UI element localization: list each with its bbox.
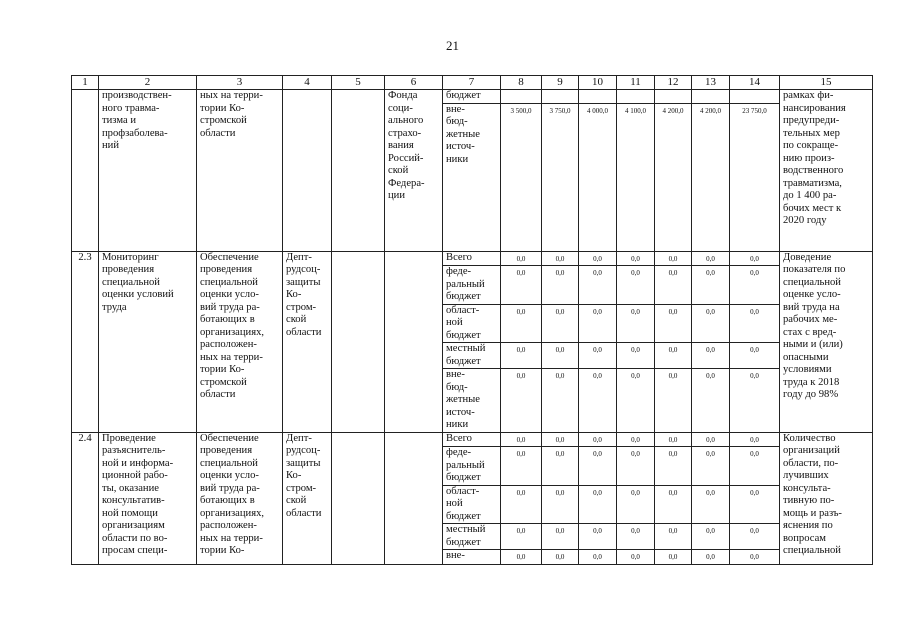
funding-value: 0,0 [542,266,579,305]
funding-value: 0,0 [655,304,692,343]
column-number: 12 [655,76,692,90]
funding-value [730,90,780,104]
funding-value: 0,0 [542,485,579,524]
funding-value: 0,0 [730,251,780,266]
funding-value: 0,0 [617,550,655,565]
column-number: 6 [385,76,443,90]
funding-value: 0,0 [579,447,617,486]
column-number: 5 [332,76,385,90]
funding-value: 0,0 [655,369,692,433]
funding-source: област- ной бюджет [443,304,501,343]
funding-value: 0,0 [692,524,730,550]
page-number: 21 [446,38,459,53]
funding-value: 0,0 [692,369,730,433]
funding-source: феде- ральный бюджет [443,447,501,486]
funding-value: 0,0 [579,524,617,550]
funding-value: 0,0 [542,369,579,433]
funding-value: 0,0 [655,343,692,369]
funding-value: 4 100,0 [617,103,655,251]
row-number: 2.4 [72,432,99,564]
expected-result: Количество организаций области, по- лучивших консульта- тивную по- мощь и разъ- яснения по вопросам специальной [780,432,873,564]
funding-body [385,432,443,564]
funding-source: местный бюджет [443,524,501,550]
funding-value: 0,0 [692,447,730,486]
period [332,251,385,432]
funding-value: 0,0 [655,485,692,524]
funding-value: 0,0 [542,447,579,486]
funding-value: 0,0 [655,266,692,305]
row-number: 2.3 [72,251,99,432]
funding-value: 0,0 [542,550,579,565]
funding-value: 0,0 [617,251,655,266]
measure-purpose: ных на терри- тории Ко- стромской области [197,90,283,252]
funding-value: 0,0 [579,304,617,343]
funding-value: 3 750,0 [542,103,579,251]
column-number: 8 [501,76,542,90]
funding-value: 0,0 [692,432,730,447]
row-number [72,90,99,252]
funding-value: 0,0 [617,343,655,369]
funding-source: феде- ральный бюджет [443,266,501,305]
funding-value [579,90,617,104]
funding-body [385,251,443,432]
funding-value [655,90,692,104]
funding-value: 0,0 [730,304,780,343]
funding-value: 0,0 [579,550,617,565]
period [332,432,385,564]
column-number: 2 [99,76,197,90]
executor: Депт- рудсоц- защиты Ко- стром- ской области [283,251,332,432]
funding-value: 0,0 [692,343,730,369]
funding-value [617,90,655,104]
measure-purpose: Обеспечение проведения специальной оценки усло- вий труда ра- ботающих в организациях, расположен- ных на терри- тории Ко- [197,432,283,564]
column-number: 7 [443,76,501,90]
funding-source: област- ной бюджет [443,485,501,524]
funding-value: 0,0 [617,485,655,524]
funding-value: 0,0 [501,432,542,447]
funding-value: 0,0 [501,485,542,524]
funding-value: 0,0 [617,432,655,447]
measure-name: производствен- ного травма- тизма и профзаболева- ний [99,90,197,252]
funding-source: Всего [443,251,501,266]
funding-source: вне- бюд- жетные источ- ники [443,369,501,433]
funding-value: 0,0 [655,550,692,565]
funding-value: 0,0 [501,304,542,343]
funding-value [692,90,730,104]
funding-value: 0,0 [501,266,542,305]
funding-source: Всего [443,432,501,447]
funding-value: 0,0 [730,485,780,524]
funding-value: 0,0 [692,304,730,343]
funding-value: 0,0 [655,524,692,550]
funding-value: 0,0 [617,266,655,305]
funding-value: 0,0 [692,266,730,305]
funding-value: 0,0 [542,304,579,343]
column-number: 4 [283,76,332,90]
table-row [72,90,873,104]
funding-value: 23 750,0 [730,103,780,251]
table-row [72,251,873,266]
funding-value: 0,0 [501,369,542,433]
funding-value: 0,0 [617,369,655,433]
column-number: 14 [730,76,780,90]
funding-value: 0,0 [542,524,579,550]
funding-value: 0,0 [617,524,655,550]
funding-value: 0,0 [579,266,617,305]
funding-value: 0,0 [579,369,617,433]
funding-value: 0,0 [730,266,780,305]
funding-value: 4 200,0 [692,103,730,251]
funding-value: 0,0 [655,432,692,447]
funding-value: 0,0 [579,432,617,447]
funding-value: 4 200,0 [655,103,692,251]
funding-value: 0,0 [501,251,542,266]
funding-value: 0,0 [501,524,542,550]
funding-value: 0,0 [579,251,617,266]
funding-value: 0,0 [542,343,579,369]
funding-value: 0,0 [579,343,617,369]
column-number: 13 [692,76,730,90]
funding-value: 0,0 [542,251,579,266]
funding-value: 0,0 [730,447,780,486]
funding-value: 0,0 [730,432,780,447]
funding-value: 0,0 [692,251,730,266]
column-number: 1 [72,76,99,90]
measure-name: Проведение разъяснитель- ной и информа- ционной рабо- ты, оказание консультатив- ной помощи организациям области по во- просам специ- [99,432,197,564]
funding-value: 0,0 [692,550,730,565]
expected-result: Доведение показателя по специальной оценке усло- вий труда на рабочих ме- стах с вред- ными и (или) опасными условиями труда к 2018 году до 98% [780,251,873,432]
funding-value: 0,0 [655,447,692,486]
funding-value: 0,0 [501,550,542,565]
column-number: 9 [542,76,579,90]
table-row [72,432,873,447]
funding-value [542,90,579,104]
funding-value: 0,0 [542,432,579,447]
funding-value: 0,0 [617,304,655,343]
funding-source: бюджет [443,90,501,104]
measures-table [71,75,873,565]
measure-purpose: Обеспечение проведения специальной оценки усло- вий труда ра- ботающих в организациях, расположен- ных на терри- тории Ко- стромской области [197,251,283,432]
column-number: 11 [617,76,655,90]
funding-value: 0,0 [692,485,730,524]
funding-value: 0,0 [501,447,542,486]
funding-value: 0,0 [579,485,617,524]
column-number: 3 [197,76,283,90]
funding-source: местный бюджет [443,343,501,369]
measure-name: Мониторинг проведения специальной оценки условий труда [99,251,197,432]
expected-result: рамках фи- нансирования предупреди- тельных мер по сокраще- нию произ- водственного травматизма, до 1 400 ра- бочих мест к 2020 году [780,90,873,252]
funding-value: 0,0 [730,343,780,369]
executor [283,90,332,252]
funding-value: 0,0 [655,251,692,266]
funding-source: вне- бюд- жетные источ- ники [443,103,501,251]
funding-value: 3 500,0 [501,103,542,251]
funding-body: Фонда соци- ального страхо- вания Россий- ской Федера- ции [385,90,443,252]
column-number: 15 [780,76,873,90]
period [332,90,385,252]
funding-value [501,90,542,104]
funding-source: вне- [443,550,501,565]
funding-value: 0,0 [730,524,780,550]
column-number: 10 [579,76,617,90]
funding-value: 0,0 [730,369,780,433]
funding-value: 0,0 [501,343,542,369]
funding-value: 4 000,0 [579,103,617,251]
column-number-row [72,76,873,90]
funding-value: 0,0 [730,550,780,565]
funding-value: 0,0 [617,447,655,486]
executor: Депт- рудсоц- защиты Ко- стром- ской области [283,432,332,564]
